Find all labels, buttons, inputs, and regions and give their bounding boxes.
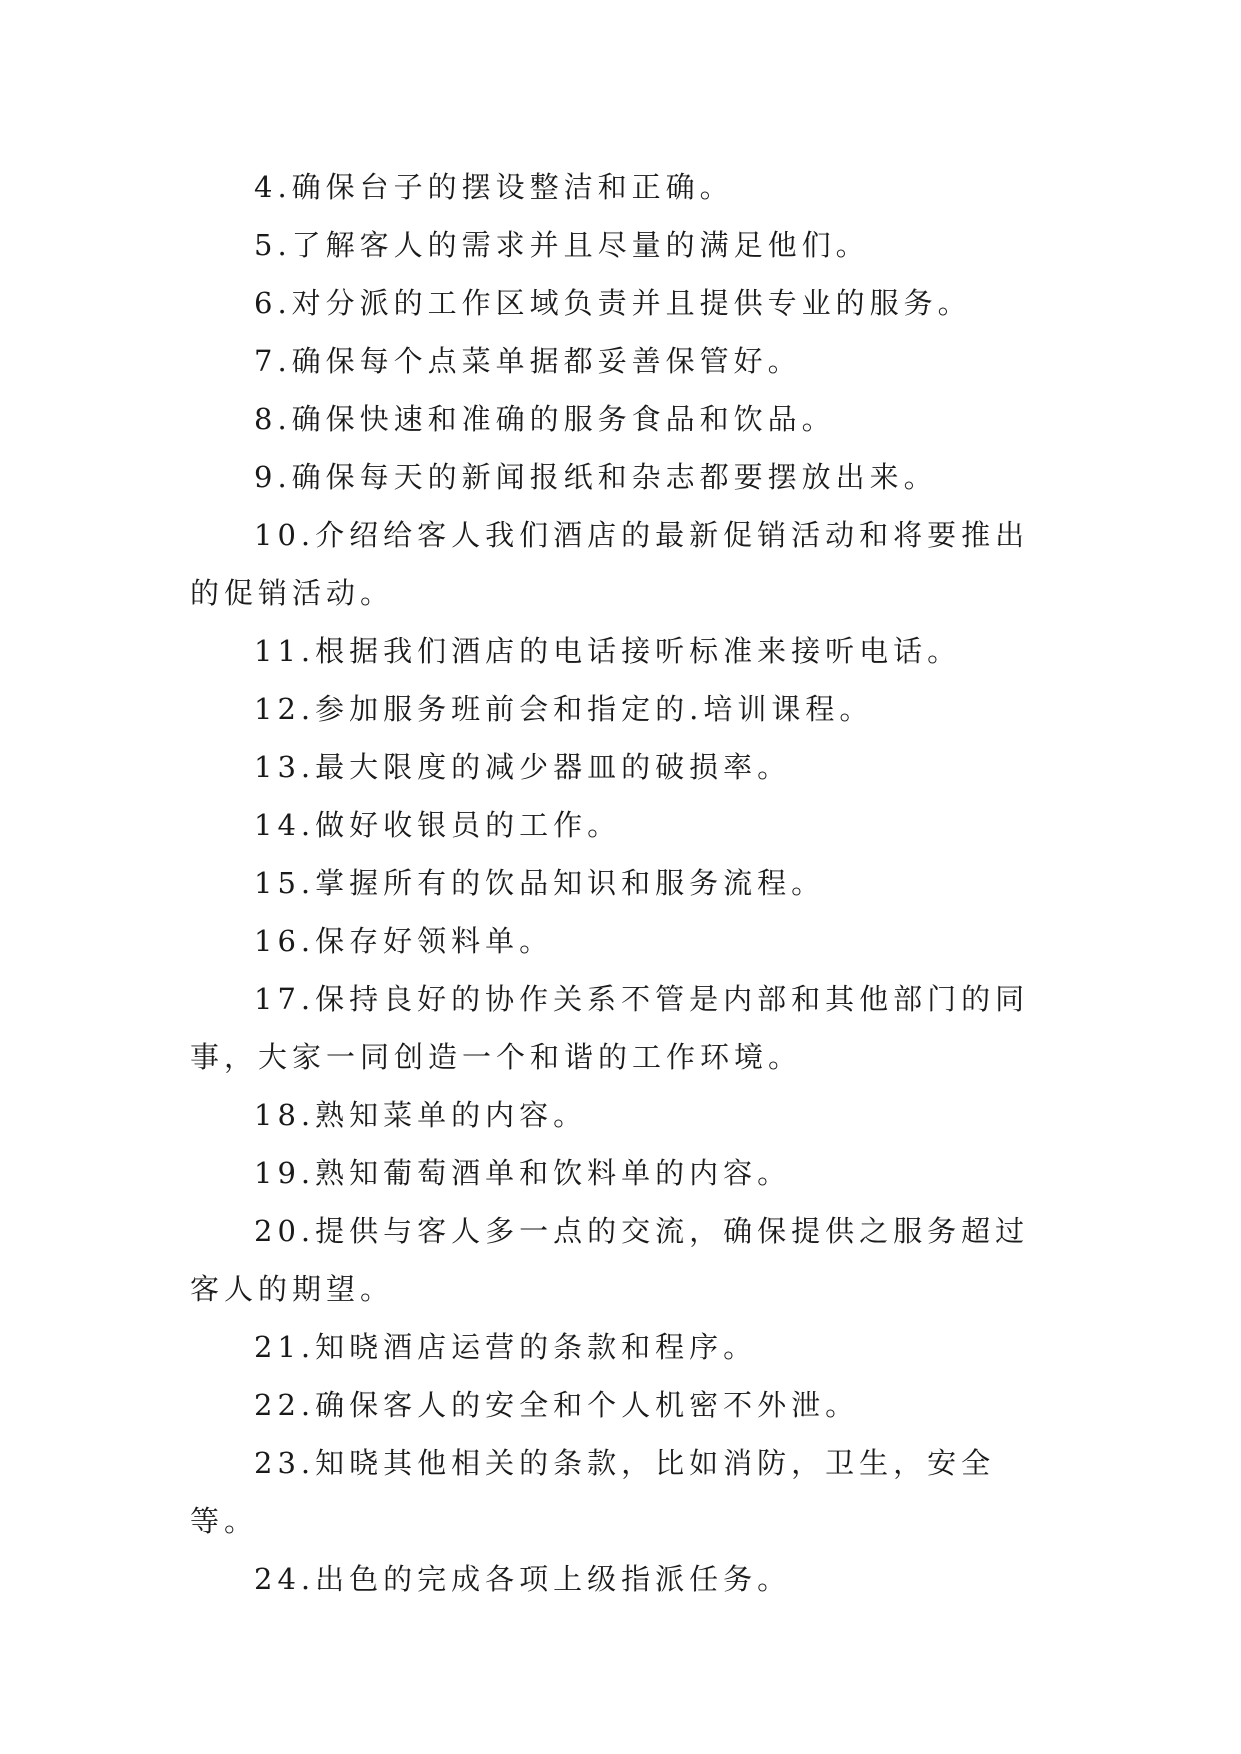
list-item: 17.保持良好的协作关系不管是内部和其他部门的同事，大家一同创造一个和谐的工作环境。 xyxy=(190,982,1030,1074)
list-item: 16.保存好领料单。 xyxy=(254,924,554,958)
list-item: 8.确保快速和准确的服务食品和饮品。 xyxy=(254,402,836,436)
list-item: 4.确保台子的摆设整洁和正确。 xyxy=(254,170,734,204)
list-item: 23.知晓其他相关的条款，比如消防，卫生，安全等。 xyxy=(190,1446,996,1538)
list-item: 12.参加服务班前会和指定的.培训课程。 xyxy=(254,692,874,726)
list-item: 21.知晓酒店运营的条款和程序。 xyxy=(254,1330,758,1364)
list-item: 6.对分派的工作区域负责并且提供专业的服务。 xyxy=(254,286,972,320)
list-item: 5.了解客人的需求并且尽量的满足他们。 xyxy=(254,228,870,262)
list-item: 22.确保客人的安全和个人机密不外泄。 xyxy=(254,1388,860,1422)
list-item: 7.确保每个点菜单据都妥善保管好。 xyxy=(254,344,802,378)
list-item: 24.出色的完成各项上级指派任务。 xyxy=(254,1562,792,1596)
list-item: 19.熟知葡萄酒单和饮料单的内容。 xyxy=(254,1156,792,1190)
list-item: 14.做好收银员的工作。 xyxy=(254,808,622,842)
list-item: 11.根据我们酒店的电话接听标准来接听电话。 xyxy=(254,634,962,668)
list-item: 9.确保每天的新闻报纸和杂志都要摆放出来。 xyxy=(254,460,938,494)
document-body xyxy=(190,158,1050,1608)
list-item: 18.熟知菜单的内容。 xyxy=(254,1098,588,1132)
list-item: 15.掌握所有的饮品知识和服务流程。 xyxy=(254,866,826,900)
list-item: 13.最大限度的减少器皿的破损率。 xyxy=(254,750,792,784)
list-item: 20.提供与客人多一点的交流，确保提供之服务超过客人的期望。 xyxy=(190,1214,1030,1306)
list-item: 10.介绍给客人我们酒店的最新促销活动和将要推出的促销活动。 xyxy=(190,518,1030,610)
